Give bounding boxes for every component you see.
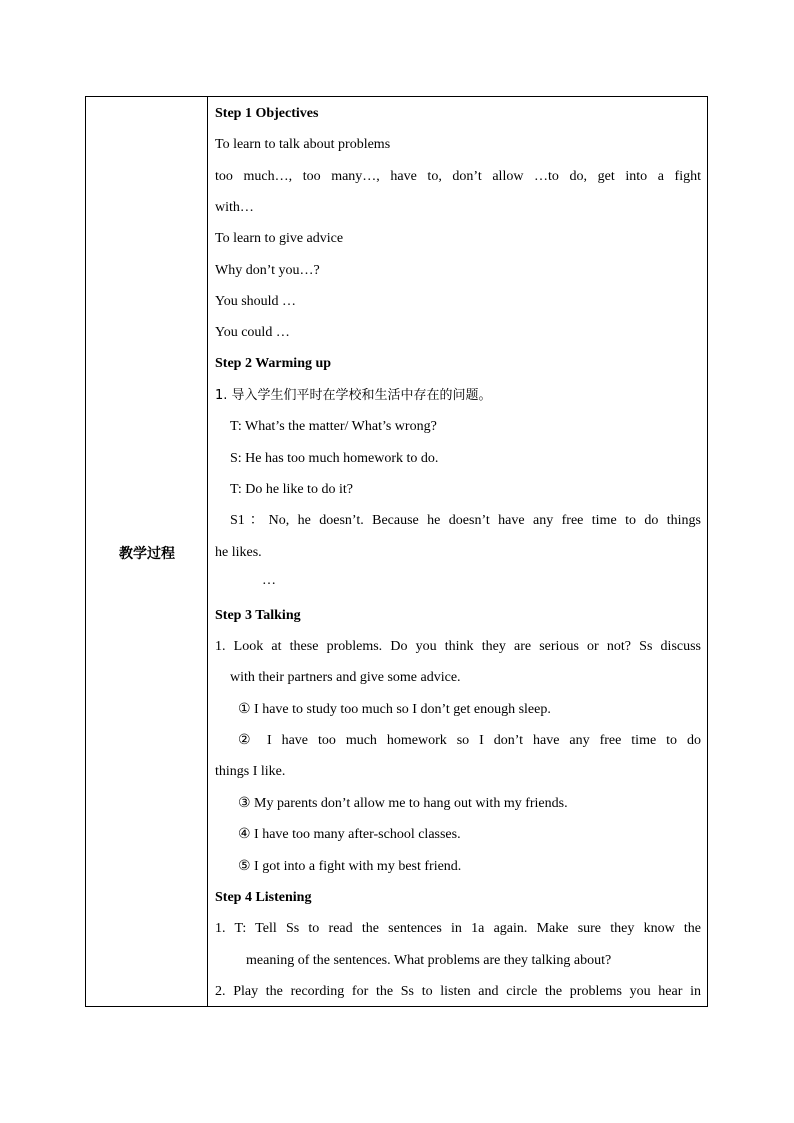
step1-heading: Step 1 Objectives — [215, 106, 319, 121]
label-cell — [86, 97, 208, 1006]
text-line: 1. T: Tell Ss to read the sentences in 1a again. Make sure they know the — [215, 921, 701, 936]
problem-item: ④ I have too many after-school classes. — [238, 827, 461, 842]
step4-heading: Step 4 Listening — [215, 890, 312, 905]
lesson-table — [85, 96, 708, 1007]
text-line: meaning of the sentences. What problems are they talking about? — [246, 953, 612, 968]
text-line: To learn to talk about problems — [215, 137, 391, 152]
text-line: T: Do he like to do it? — [230, 482, 353, 497]
problem-item: ③ My parents don’t allow me to hang out with my friends. — [238, 796, 568, 811]
text-line: things I like. — [215, 764, 286, 779]
step3-heading: Step 3 Talking — [215, 608, 301, 623]
text-line: 1. 导入学生们平时在学校和生活中存在的问题。 — [215, 388, 492, 403]
text-line: T: What’s the matter/ What’s wrong? — [230, 419, 437, 434]
problem-item: ⑤ I got into a fight with my best friend. — [238, 859, 462, 874]
text-line: with their partners and give some advice. — [230, 670, 461, 685]
problem-item: ② I have too much homework so I don’t have any free time to do — [238, 733, 701, 748]
text-line: You should … — [215, 294, 297, 309]
text-line: he likes. — [215, 545, 262, 560]
text-line: S1：No, he doesn’t. Because he doesn’t have any free time to do things — [230, 513, 701, 528]
text-line: too much…, too many…, have to, don’t allow …to do, get into a fight — [215, 169, 701, 184]
text-line: You could … — [215, 325, 290, 340]
text-line: with… — [215, 200, 254, 215]
text-line: S: He has too much homework to do. — [230, 451, 439, 466]
text-line: Why don’t you…? — [215, 263, 320, 278]
ellipsis: … — [262, 573, 276, 588]
content-cell — [208, 97, 707, 1006]
text-line: 1. Look at these problems. Do you think they are serious or not? Ss discuss — [215, 639, 701, 654]
text-line: To learn to give advice — [215, 231, 344, 246]
text-line: 2. Play the recording for the Ss to listen and circle the problems you hear in — [215, 984, 701, 999]
problem-item: ① I have to study too much so I don’t get enough sleep. — [238, 702, 551, 717]
section-label: 教学过程 — [119, 546, 175, 562]
step2-heading: Step 2 Warming up — [215, 356, 332, 371]
